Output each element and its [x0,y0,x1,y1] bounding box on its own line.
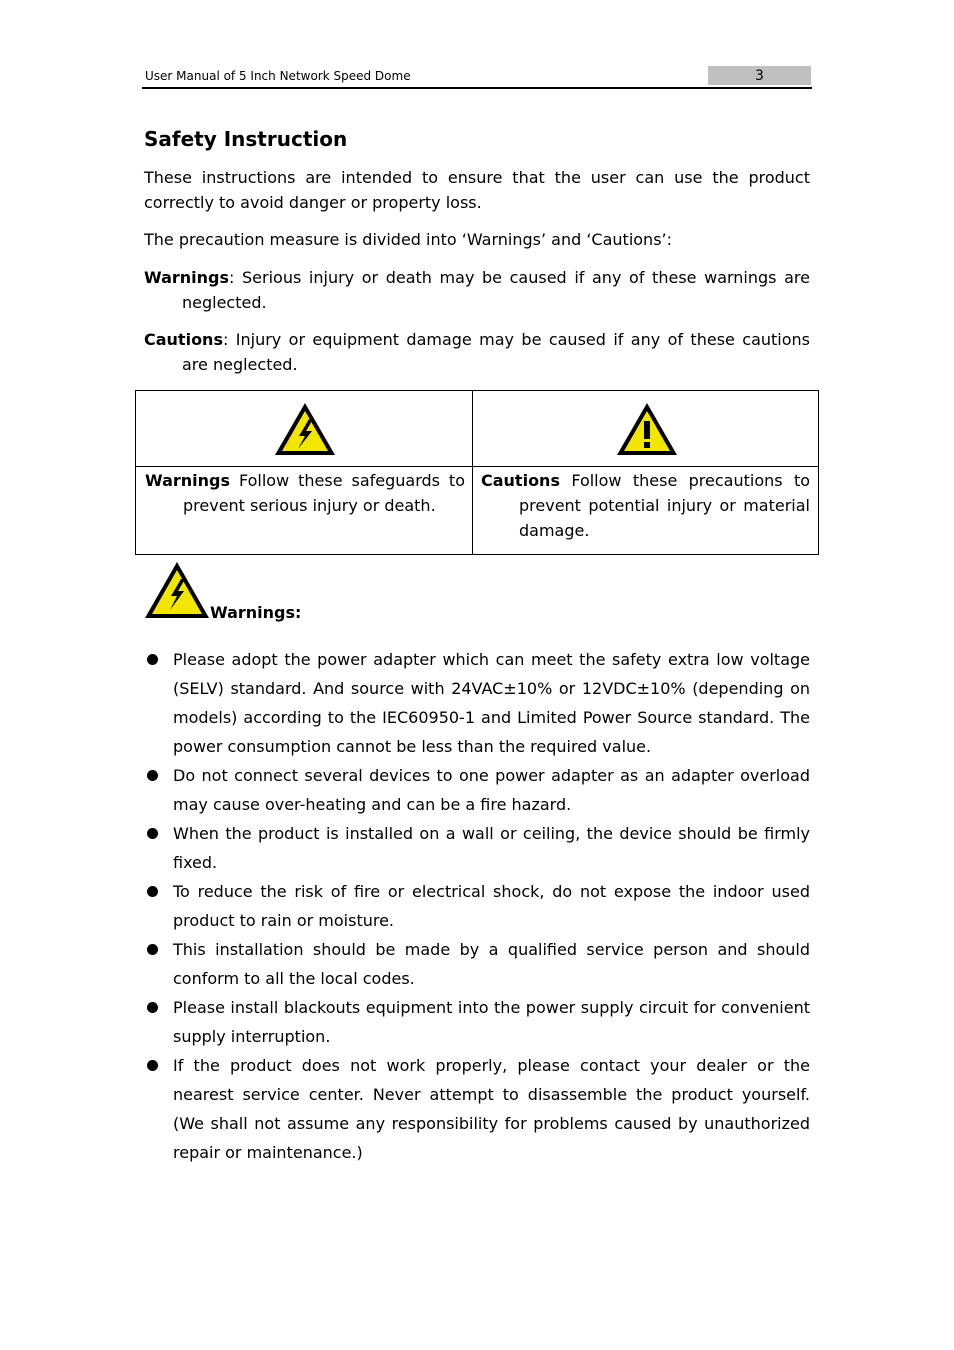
warnings-definition [144,265,810,315]
header-title: User Manual of 5 Inch Network Speed Dome [145,69,411,83]
list-item: When the product is installed on a wall or ceiling, the device should be firmly fixed. [144,819,810,877]
page-number: 3 [708,66,811,85]
list-item: To reduce the risk of fire or electrical shock, do not expose the indoor used product to rain or moisture. [144,877,810,935]
warnings-heading-high-voltage-icon [144,561,210,619]
table-divider-vertical [472,391,473,554]
list-item: Please install blackouts equipment into the power supply circuit for convenient supply interruption. [144,993,810,1051]
table-divider-horizontal [136,466,818,467]
header-rule [142,87,812,89]
table-cautions-term: Cautions [481,471,560,490]
warnings-list [144,645,810,1167]
warnings-term: Warnings [144,268,230,287]
bullet-icon [147,944,158,955]
bullet-icon [147,886,158,897]
safety-table [135,390,819,555]
section-heading: Safety Instruction [144,127,348,151]
warnings-heading: Warnings: [210,603,302,622]
cautions-definition [144,327,810,377]
table-warnings-cell [145,468,465,518]
list-item: Do not connect several devices to one power adapter as an adapter overload may cause over-heating and can be a fire hazard. [144,761,810,819]
intro-paragraph: These instructions are intended to ensure that the user can use the product correctly to avoid danger or property loss. [144,168,810,212]
warnings-def-text: : Serious injury or death may be caused if any of these warnings are neglected. [182,268,810,312]
table-warnings-term: Warnings [145,471,231,490]
precaution-intro: The precaution measure is divided into ‘Warnings’ and ‘Cautions’: [144,230,672,249]
cautions-term: Cautions [144,330,223,349]
table-warnings-text: Follow these safeguards to prevent serious injury or death. [183,471,465,515]
bullet-icon [147,828,158,839]
list-item: Please adopt the power adapter which can meet the safety extra low voltage (SELV) standard. And source with 24VAC±10% or 12VDC±10% (depending on models) according to the IEC60950-1 and Limited Power Source standard. The power consumption cannot be less than the required value. [144,645,810,761]
bullet-icon [147,1002,158,1013]
cautions-def-text: : Injury or equipment damage may be caused if any of these cautions are neglected. [182,330,810,374]
bullet-icon [147,770,158,781]
list-item: If the product does not work properly, please contact your dealer or the nearest service center. Never attempt to disassemble the product yourself. (We shall not assume any responsibility for problems caused by unauthorized repair or maintenance.) [144,1051,810,1167]
list-item: This installation should be made by a qualified service person and should conform to all the local codes. [144,935,810,993]
bullet-icon [147,654,158,665]
exclamation-caution-icon [614,400,680,458]
table-cautions-cell [481,468,810,543]
high-voltage-warning-icon [272,400,338,458]
table-cautions-text: Follow these precautions to prevent potential injury or material damage. [519,471,810,540]
bullet-icon [147,1060,158,1071]
